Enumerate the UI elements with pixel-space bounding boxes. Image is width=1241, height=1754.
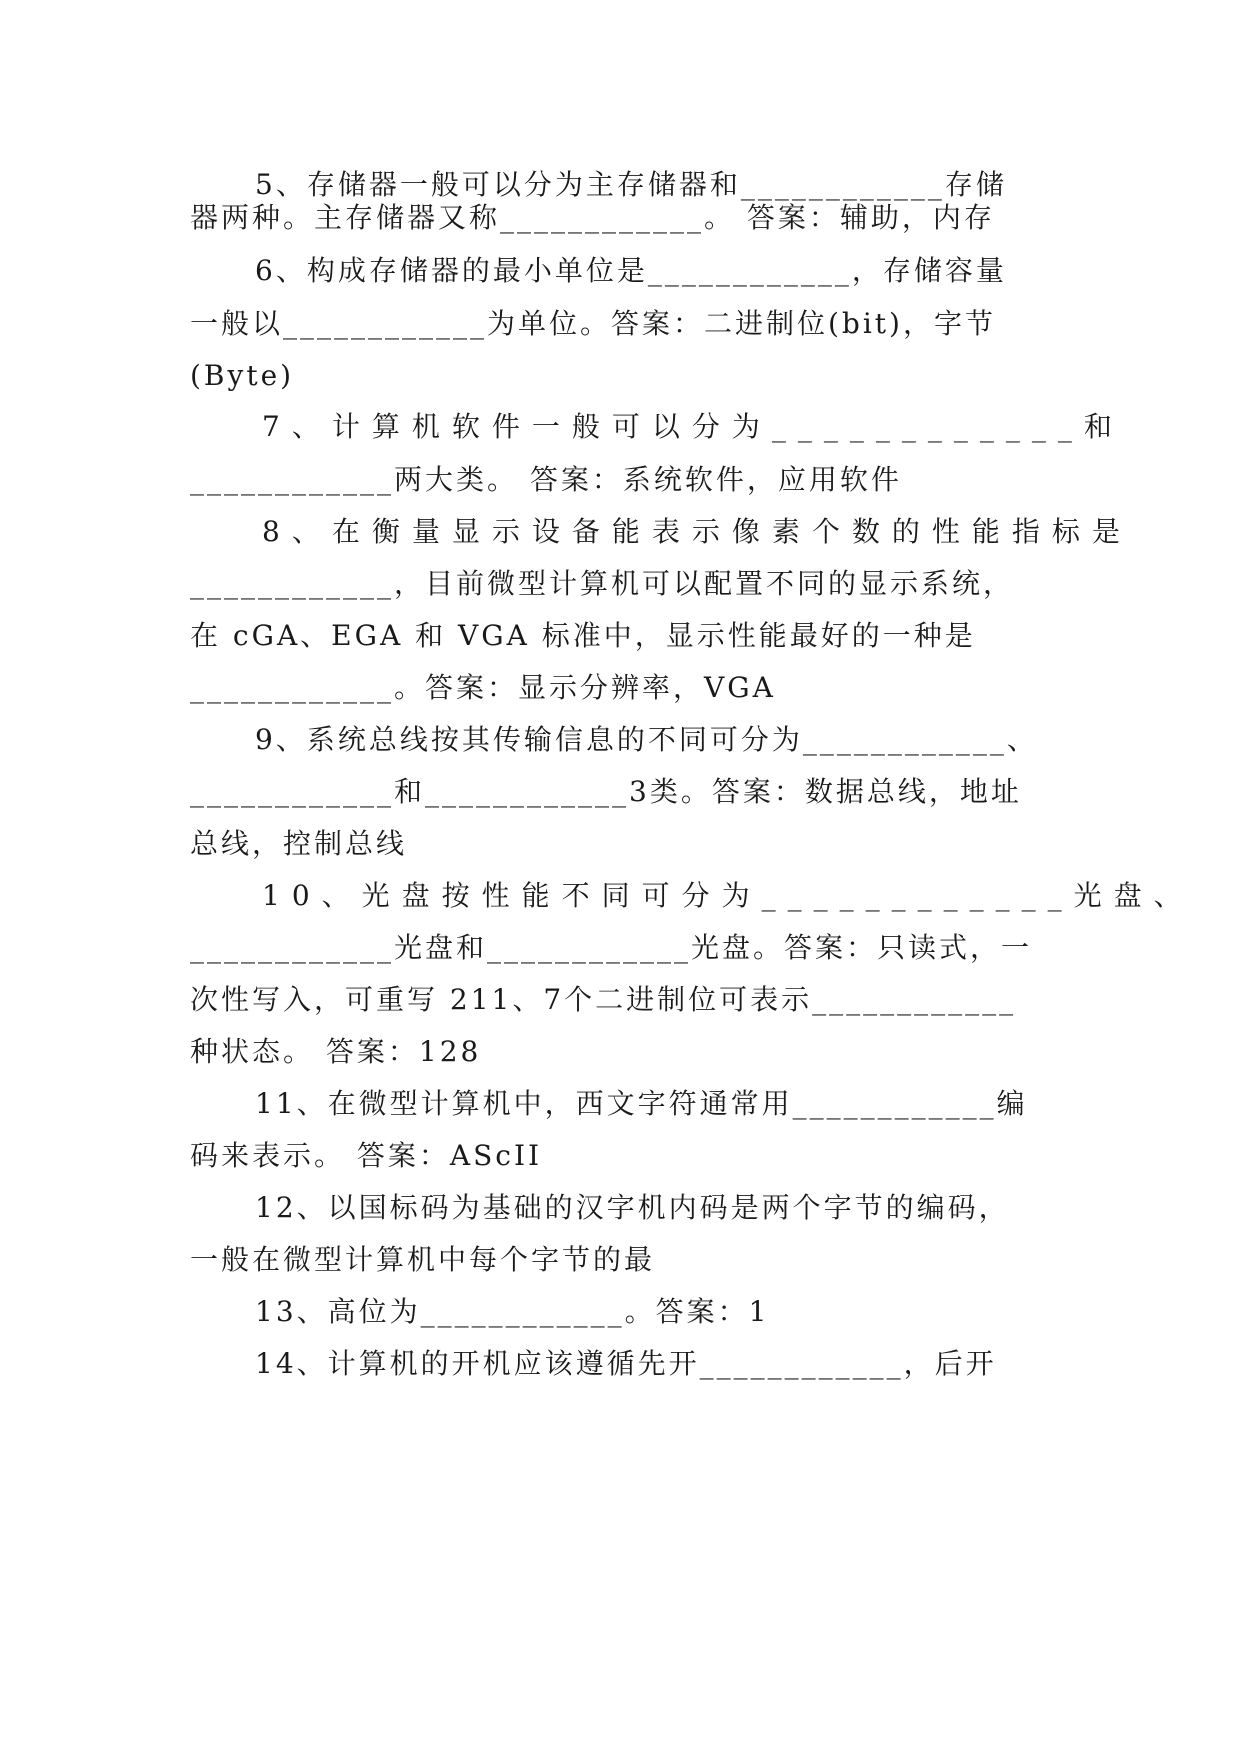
q9-line-2: ____________和____________3类。答案：数据总线，地址	[190, 775, 1022, 808]
q6-line-1: 6、构成存储器的最小单位是____________，存储容量	[255, 254, 1007, 287]
q8-line-1: 8、在衡量显示设备能表示像素个数的性能指标是	[262, 515, 1132, 548]
q10-line-3: 次性写入，可重写 211、7个二进制位可表示____________	[190, 983, 1017, 1016]
q5-line-2: 器两种。主存储器又称____________。 答案：辅助，内存	[190, 201, 995, 234]
q12-line-2: 一般在微型计算机中每个字节的最	[190, 1243, 656, 1276]
q10-line-1: 10、光盘按性能不同可分为____________光盘、	[262, 879, 1194, 912]
q9-line-1: 9、系统总线按其传输信息的不同可分为____________、	[255, 723, 1038, 756]
q8-line-2: ____________，目前微型计算机可以配置不同的显示系统，	[190, 567, 1015, 600]
q7-line-2: ____________两大类。 答案：系统软件，应用软件	[190, 463, 902, 496]
q5-line-1: 5、存储器一般可以分为主存储器和____________存储	[255, 168, 1007, 201]
q8-line-4: ____________。答案：显示分辨率，VGA	[190, 671, 776, 704]
q13-line-1: 13、高位为____________。答案：1	[255, 1295, 770, 1328]
q9-line-3: 总线，控制总线	[190, 827, 408, 860]
q10-line-2: ____________光盘和____________光盘。答案：只读式，一	[190, 931, 1033, 964]
q12-line-1: 12、以国标码为基础的汉字机内码是两个字节的编码，	[255, 1191, 1010, 1224]
q11-line-1: 11、在微型计算机中，西文字符通常用____________编	[255, 1087, 1028, 1120]
q14-line-1: 14、计算机的开机应该遵循先开____________，后开	[255, 1347, 997, 1380]
q6-line-2: 一般以____________为单位。答案：二进制位(bit)，字节	[190, 307, 996, 340]
q7-line-1: 7、计算机软件一般可以分为____________和	[262, 410, 1124, 443]
q8-line-3: 在 cGA、EGA 和 VGA 标准中，显示性能最好的一种是	[190, 619, 976, 652]
q11-line-2: 码来表示。 答案：AScII	[190, 1139, 543, 1172]
q10-line-4: 种状态。 答案：128	[190, 1035, 482, 1068]
q6-line-3: (Byte)	[190, 359, 295, 392]
